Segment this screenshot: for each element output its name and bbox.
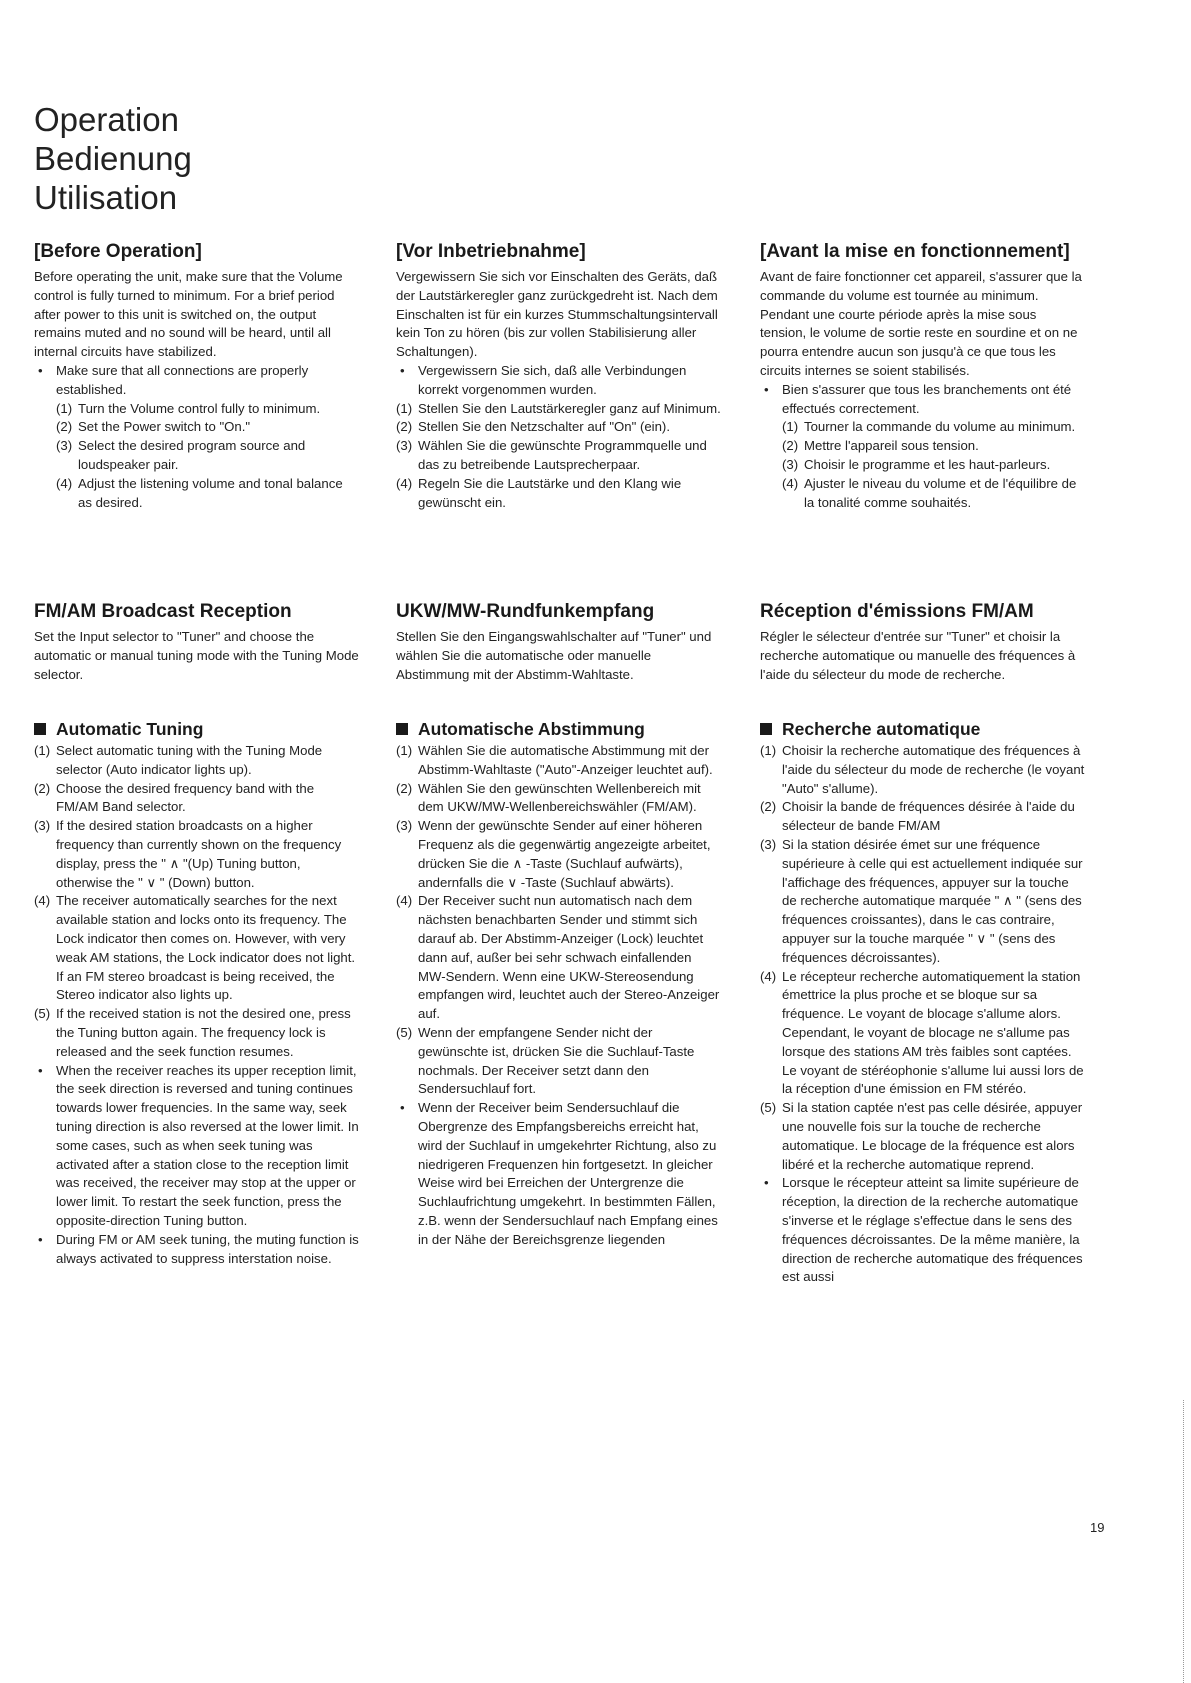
automatic-tuning-section: [34, 718, 359, 1268]
list-item: (1) Wählen Sie die automatische Abstimmung mit der Abstimm-Wahltaste ("Auto"-Anzeiger leuchtet auf).: [396, 743, 713, 777]
before-operation-text: Avant de faire fonctionner cet appareil, s'assurer que la commande du volume est tournée au minimum. Pendant une courte période après la mise sous tension, le volume de sortie reste en sourdine et on ne pourra entendre aucun son jusqu'à ce que tous les circuits internes se soient stabilisés.: [760, 269, 1082, 378]
automatic-tuning-heading: Automatische Abstimmung: [396, 718, 721, 740]
automatic-tuning-section: [760, 718, 1085, 1287]
note-bullet: • Wenn der Receiver beim Sendersuchlauf die Obergrenze des Empfangsbereichs erreicht hat, wird der Suchlauf in umgekehrter Richtung, also zu niedrigeren Frequenzen hin fortgesetzt. In gleicher Weise wird bei Erreichen der Untergrenze die Suchlaufrichtung umgekehrt. In bestimmten Fällen, z.B. wenn der Sendersuchlauf nach Empfang eines in der Nähe der Bereichsgrenze liegenden: [400, 1100, 718, 1247]
page-edge-divider: [1183, 1400, 1185, 1683]
bullet-icon: •: [400, 1100, 405, 1116]
before-operation-text: Vergewissern Sie sich vor Einschalten des Geräts, daß der Lautstärkeregler ganz zurückgedreht ist. Nach dem Einschalten ist für ein kurzes Stummschaltungsintervall kein Ton zu hören (bis zur vollen Stabilisierung aller Schaltungen).: [396, 269, 718, 360]
list-item: (2) Choose the desired frequency band with the FM/AM Band selector.: [34, 780, 315, 815]
before-steps: [34, 400, 359, 513]
list-item: (4) Le récepteur recherche automatiquement la station émettrice la plus proche et se bloque sur sa fréquence. Le voyant de blocage s'allume alors. Cependant, le voyant de blocage ne s'allume pas lorsque des stations AM très faibles sont captées. Le voyant de stéréophonie s'allume lui aussi lors de la réception d'une émission en FM stéréo.: [760, 968, 1084, 1097]
list-item: (2) Choisir la bande de fréquences désirée à l'aide du sélecteur de bande FM/AM: [760, 799, 1075, 834]
list-item: (3) Wenn der gewünschte Sender auf einer höheren Frequenz als die gegenwärtig angezeigte arbeitet, drücken Sie die ∧ -Taste (Suchlauf aufwärts), andernfalls die ∨ -Taste (Suchlauf abwärts).: [396, 818, 711, 890]
note-bullet: • When the receiver reaches its upper reception limit, the seek direction is reversed and tuning continues towards lower frequencies. In the same way, seek tuning direction is also reversed at the lower limit. In some cases, such as when seek tuning was activated after a station close to the reception limit was received, the receiver may stop at the upper or lower limit. To restart the seek function, press the opposite-direction Tuning button.: [38, 1062, 359, 1228]
list-item: (2) Set the Power switch to "On.": [56, 419, 251, 435]
bullet-icon: •: [764, 381, 769, 397]
before-operation-heading: [Before Operation]: [34, 241, 202, 262]
before-bullet: • Make sure that all connections are properly established.: [38, 362, 309, 397]
list-item: (3) If the desired station broadcasts on a higher frequency than currently shown on the frequency display, press the " ∧ "(Up) Tuning button, otherwise the " ∨ " (Down) button.: [34, 818, 342, 890]
list-item: (5) Wenn der empfangene Sender nicht der gewünschte ist, drücken Sie die Suchlauf-Taste nochmals. Der Receiver setzt dann den Sendersuchlauf fort.: [396, 1024, 695, 1097]
list-item: (2) Wählen Sie den gewünschten Wellenbereich mit dem UKW/MW-Wellenbereichswähler (FM/AM).: [396, 780, 701, 815]
reception-section: [396, 600, 721, 718]
list-item: (3) Si la station désirée émet sur une fréquence supérieure à celle qui est actuellement indiquée sur l'affichage des fréquences, appuyer sur la touche de recherche automatique marquée " ∧ " (sens des fréquences croissantes), dans le cas contraire, appuyer sur la touche marquée " ∨ " (sens des fréquences décroissantes).: [760, 836, 1083, 965]
before-operation-heading: [Vor Inbetriebnahme]: [396, 241, 586, 262]
reception-text: Régler le sélecteur d'entrée sur "Tuner" et choisir la recherche automatique ou manuelle des fréquences à l'aide du sélecteur du mode de recherche.: [760, 629, 1076, 682]
list-item: (4) Ajuster le niveau du volume et de l'équilibre de la tonalité comme souhaités.: [782, 475, 1077, 510]
column-german: [396, 240, 721, 1250]
list-item: (5) Si la station captée n'est pas celle désirée, appuyer une nouvelle fois sur la touche de recherche automatique. Le blocage de la fréquence est alors libéré et la recherche automatique reprend.: [760, 1100, 1083, 1172]
list-item: (1) Turn the Volume control fully to minimum.: [56, 400, 321, 416]
automatic-tuning-heading: Recherche automatique: [760, 718, 1085, 740]
automatic-tuning-heading: Automatic Tuning: [34, 718, 359, 740]
reception-heading: FM/AM Broadcast Reception: [34, 601, 292, 622]
title-german: Bedienung: [34, 140, 192, 177]
list-item: (2) Mettre l'appareil sous tension.: [782, 438, 979, 454]
before-bullet: • Vergewissern Sie sich, daß alle Verbindungen korrekt vorgenommen wurden.: [400, 362, 687, 397]
page-number: 19: [1090, 1520, 1105, 1535]
reception-section: [760, 600, 1085, 718]
page-title: [34, 100, 192, 217]
list-item: (1) Stellen Sie den Lautstärkeregler ganz auf Minimum.: [396, 400, 721, 416]
list-item: (1) Tourner la commande du volume au minimum.: [782, 419, 1076, 435]
before-steps: [760, 418, 1085, 512]
before-operation-heading: [Avant la mise en fonctionnement]: [760, 241, 1070, 262]
note-bullet: • Lorsque le récepteur atteint sa limite supérieure de réception, la direction de la recherche automatique s'inverse et le réglage s'effectue dans le sens des fréquences décroissantes. De la même manière, la direction de recherche automatique des fréquences est aussi: [764, 1175, 1083, 1285]
list-item: (4) Der Receiver sucht nun automatisch nach dem nächsten benachbarten Sender und stimmt sich darauf ab. Der Abstimm-Anzeiger (Lock) leuchtet dann auf, außer bei sehr schwach einfallenden MW-Sendern. Wenn eine UKW-Stereosendung empfangen wird, leuchtet auch der Stereo-Anzeiger auf.: [396, 893, 720, 1022]
before-operation-section: [396, 240, 721, 600]
bullet-icon: •: [400, 362, 405, 378]
list-item: (2) Stellen Sie den Netzschalter auf "On" (ein).: [396, 419, 670, 435]
before-operation-text: Before operating the unit, make sure that the Volume control is fully turned to minimum. For a brief period after power to this unit is switched on, the output remains muted and no sound will be heard, until all internal circuits have stabilized.: [34, 269, 343, 360]
before-bullet: • Bien s'assurer que tous les branchements ont été effectués correctement.: [764, 381, 1072, 416]
title-english: Operation: [34, 101, 179, 138]
square-bullet-icon: [396, 723, 408, 735]
square-bullet-icon: [760, 723, 772, 735]
list-item: (5) If the received station is not the desired one, press the Tuning button again. The frequency lock is released and the seek function resumes.: [34, 1006, 351, 1059]
list-item: (1) Choisir la recherche automatique des fréquences à l'aide du sélecteur du mode de recherche (le voyant "Auto" s'allume).: [760, 743, 1085, 796]
bullet-icon: •: [764, 1175, 769, 1191]
column-english: [34, 240, 359, 1268]
bullet-icon: •: [38, 1231, 43, 1247]
bullet-icon: •: [38, 362, 43, 378]
note-bullet: • During FM or AM seek tuning, the muting function is always activated to suppress interstation noise.: [38, 1231, 359, 1266]
list-item: (4) Adjust the listening volume and tonal balance as desired.: [56, 475, 343, 510]
reception-text: Set the Input selector to "Tuner" and choose the automatic or manual tuning mode with the Tuning Mode selector.: [34, 629, 359, 682]
before-operation-section: [34, 240, 359, 600]
column-french: [760, 240, 1085, 1287]
title-french: Utilisation: [34, 179, 178, 216]
reception-heading: UKW/MW-Rundfunkempfang: [396, 601, 655, 622]
automatic-tuning-section: [396, 718, 721, 1250]
reception-text: Stellen Sie den Eingangswahlschalter auf "Tuner" und wählen Sie die automatische oder manuelle Abstimmung mit der Abstimm-Wahltaste.: [396, 629, 712, 682]
reception-section: [34, 600, 359, 718]
bullet-icon: •: [38, 1062, 43, 1078]
square-bullet-icon: [34, 723, 46, 735]
before-steps: [396, 400, 721, 513]
list-item: (4) Regeln Sie die Lautstärke und den Klang wie gewünscht ein.: [396, 475, 682, 510]
list-item: (1) Select automatic tuning with the Tuning Mode selector (Auto indicator lights up).: [34, 743, 323, 777]
before-operation-section: [760, 240, 1085, 600]
list-item: (3) Select the desired program source and loudspeaker pair.: [56, 438, 306, 472]
list-item: (3) Wählen Sie die gewünschte Programmquelle und das zu betreibende Lautsprecherpaar.: [396, 438, 707, 472]
list-item: (4) The receiver automatically searches for the next available station and locks onto its frequency. The Lock indicator then comes on. However, with very weak AM stations, the Lock indicator does not light. If an FM stereo broadcast is being received, the Stereo indicator also lights up.: [34, 893, 356, 1003]
list-item: (3) Choisir le programme et les haut-parleurs.: [782, 456, 1051, 472]
reception-heading: Réception d'émissions FM/AM: [760, 601, 1034, 622]
